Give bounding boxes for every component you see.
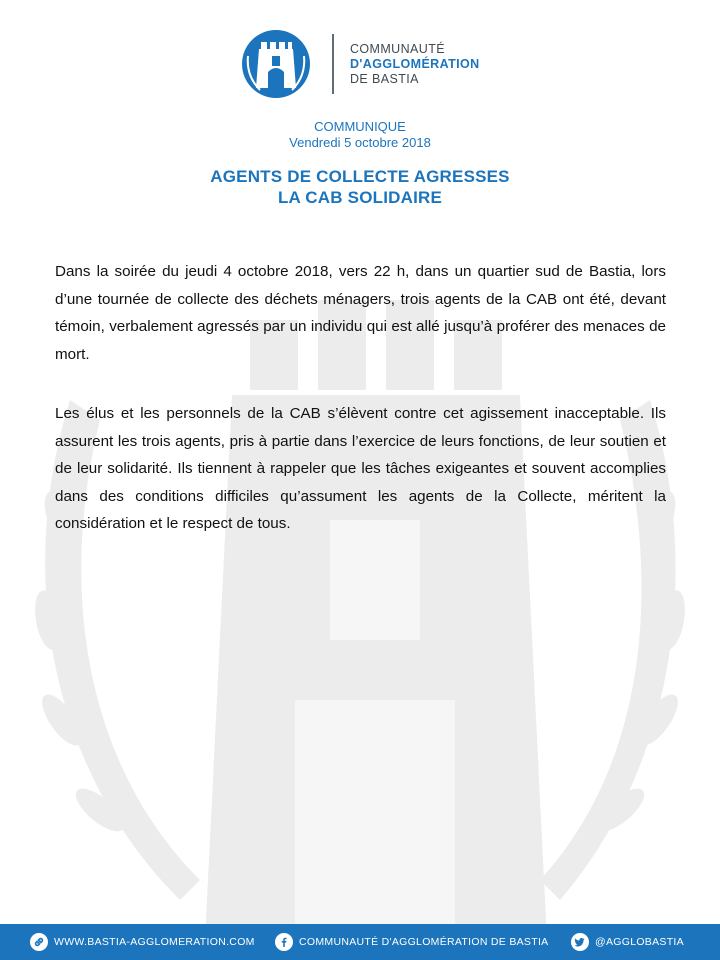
- cab-emblem-icon: [240, 28, 312, 100]
- org-name-line3: DE BASTIA: [350, 72, 419, 86]
- link-icon: [30, 933, 48, 951]
- body-paragraph-2: Les élus et les personnels de la CAB s’élèvent contre cet agissement inacceptable. Ils assurent les trois agents, pris à partie dans l’exercice de leurs fonctions, de leur soutien et de leur solidarité. Ils tiennent à rappeler que les tâches exigeantes et souvent accomplies dans des conditions difficiles qu’assument les agents de la Collecte, méritent la considération et le respect de tous.: [55, 405, 666, 532]
- facebook-icon: [275, 933, 293, 951]
- org-name-line2: D'AGGLOMÉRATION: [350, 57, 480, 71]
- footer-bar: [0, 924, 720, 960]
- document-date: Vendredi 5 octobre 2018: [289, 135, 431, 150]
- footer-twitter-text: @AGGLOBASTIA: [595, 936, 684, 948]
- logo-divider: [332, 34, 334, 94]
- headline-line2: LA CAB SOLIDAIRE: [277, 188, 443, 207]
- footer-website-link[interactable]: [30, 933, 255, 951]
- twitter-icon: [571, 933, 589, 951]
- footer-facebook-text: COMMUNAUTÉ D'AGGLOMÉRATION DE BASTIA: [299, 936, 549, 948]
- headline: [0, 166, 720, 208]
- body-paragraph-1: Dans la soirée du jeudi 4 octobre 2018, vers 22 h, dans un quartier sud de Bastia, lors d’une tournée de collecte des déchets ménagers, trois agents de la CAB ont été, devant témoin, verbalement agressés par un individu qui est allé jusqu’à proférer des menaces de mort.: [55, 263, 666, 363]
- footer-website-text: WWW.BASTIA-AGGLOMERATION.COM: [54, 936, 255, 948]
- org-name: [350, 42, 480, 87]
- document-type: COMMUNIQUE: [314, 119, 406, 134]
- footer-twitter-link[interactable]: [571, 933, 684, 951]
- footer-facebook-link[interactable]: [275, 933, 548, 951]
- header-logo: [240, 28, 500, 100]
- org-name-line1: COMMUNAUTÉ: [350, 42, 445, 56]
- headline-line1: AGENTS DE COLLECTE AGRESSES: [210, 167, 510, 186]
